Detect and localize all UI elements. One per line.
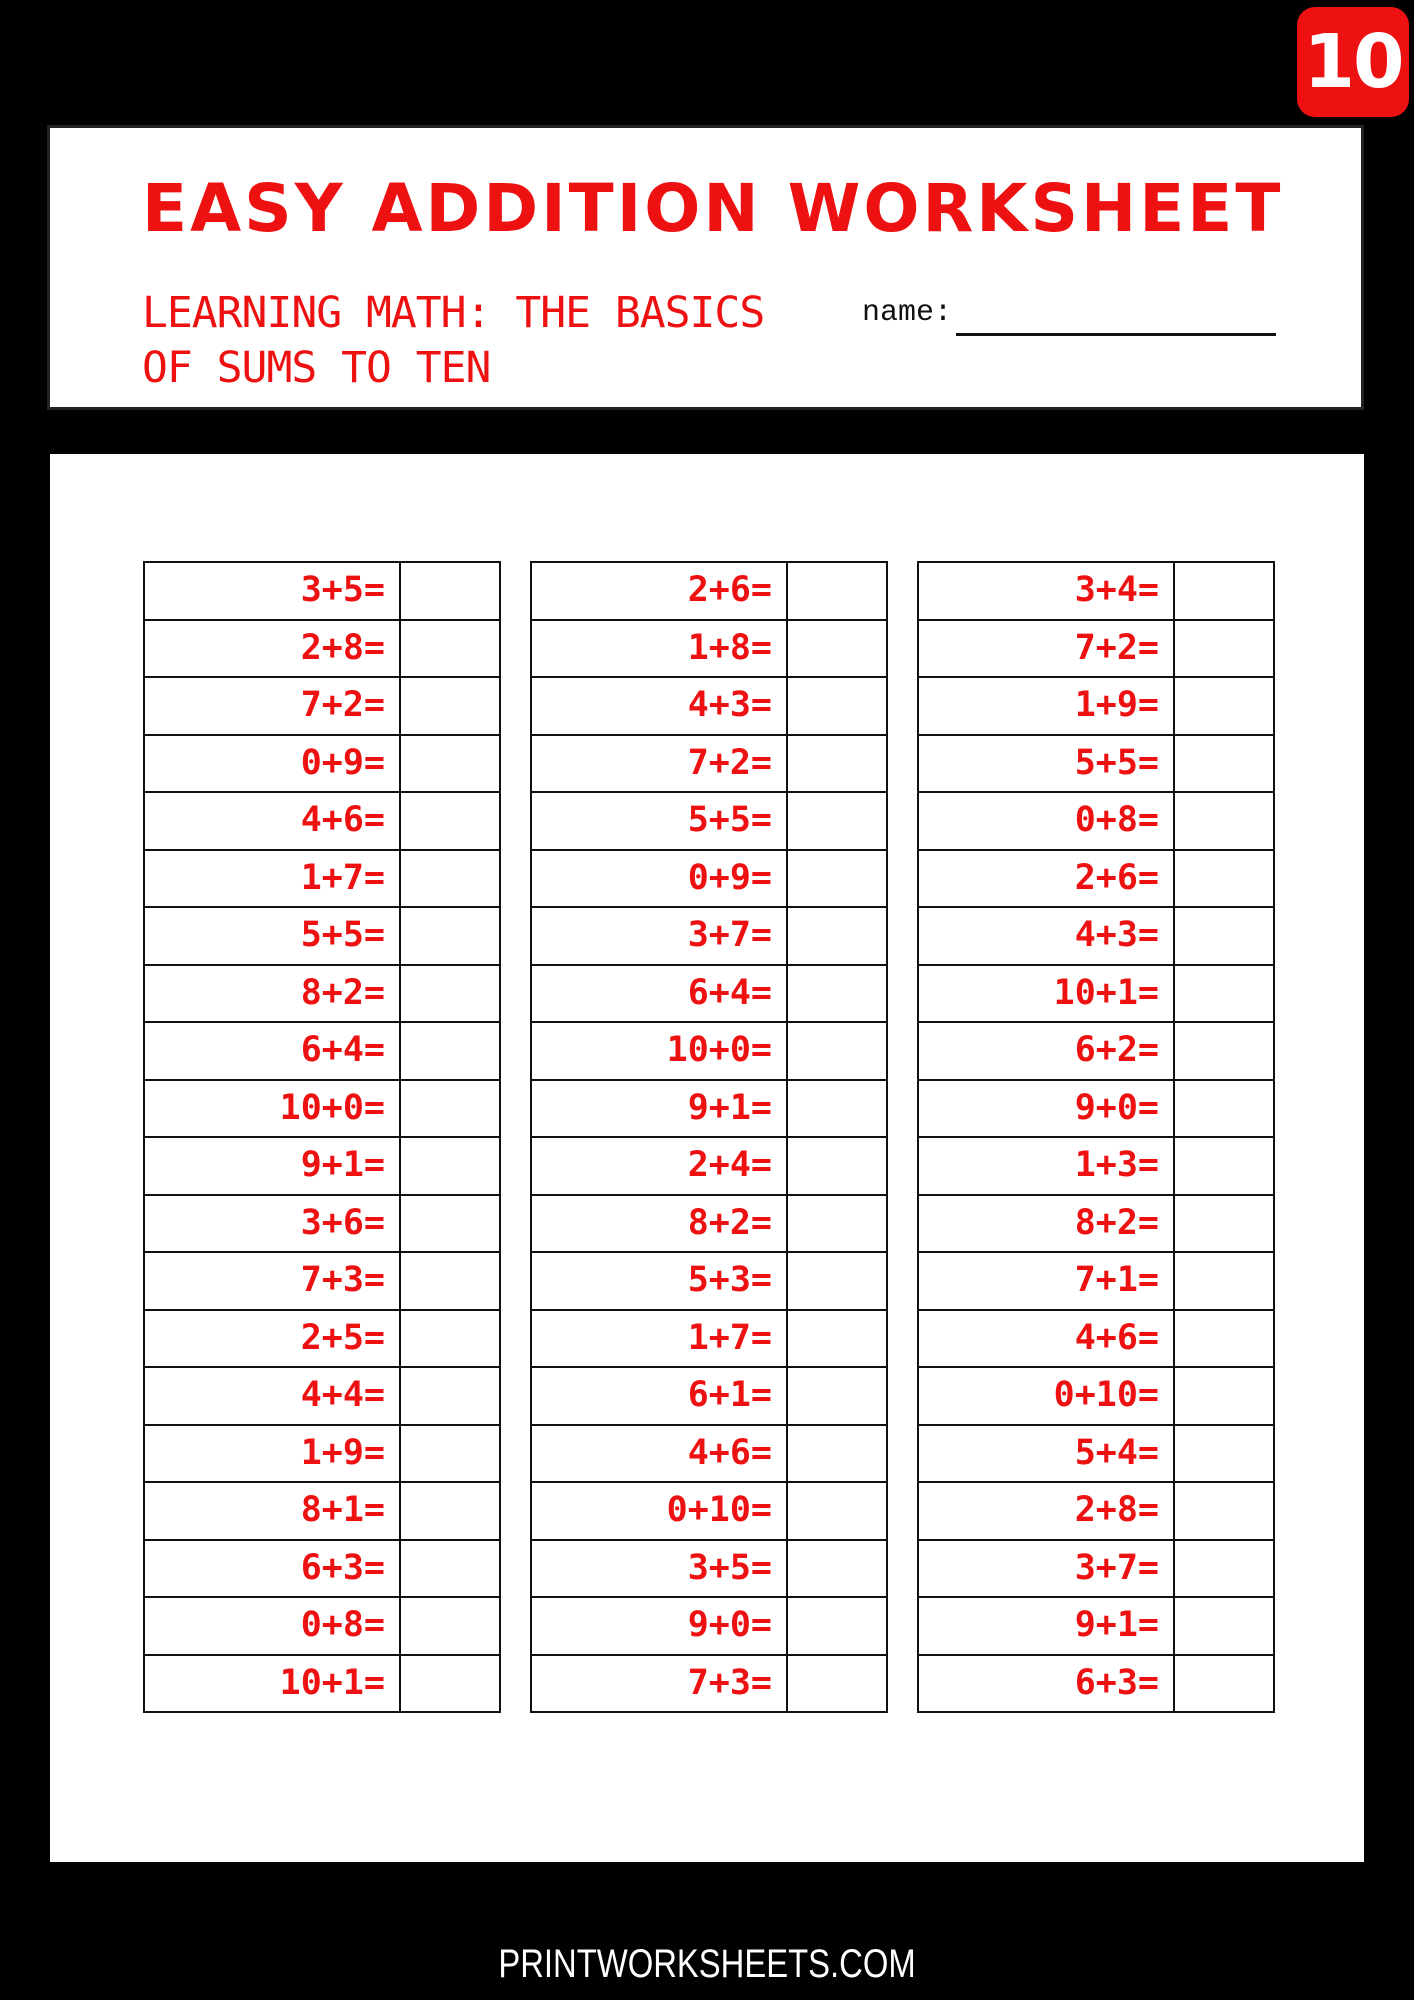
answer-box[interactable]	[1174, 735, 1274, 793]
answer-box[interactable]	[787, 1425, 887, 1483]
problem-expression: 6+3=	[144, 1540, 400, 1598]
answer-box[interactable]	[400, 1022, 500, 1080]
problem-expression: 9+0=	[531, 1597, 787, 1655]
problem-row	[918, 620, 1274, 678]
problem-row	[918, 1137, 1274, 1195]
answer-box[interactable]	[400, 1597, 500, 1655]
problem-row	[918, 1367, 1274, 1425]
problem-row	[918, 1195, 1274, 1253]
problem-row	[144, 1022, 500, 1080]
problem-expression: 5+5=	[531, 792, 787, 850]
problem-row	[144, 735, 500, 793]
answer-box[interactable]	[787, 735, 887, 793]
problem-row	[531, 1022, 887, 1080]
problem-row	[918, 1252, 1274, 1310]
answer-box[interactable]	[787, 792, 887, 850]
problem-row	[531, 1367, 887, 1425]
problem-expression: 0+8=	[144, 1597, 400, 1655]
name-label: name:	[862, 296, 953, 330]
problem-row	[918, 1425, 1274, 1483]
problem-expression: 0+9=	[144, 735, 400, 793]
answer-box[interactable]	[787, 1597, 887, 1655]
problem-row	[144, 1080, 500, 1138]
answer-box[interactable]	[400, 1137, 500, 1195]
subtitle-line-1: LEARNING MATH: THE BASICS	[142, 288, 765, 338]
problem-row	[531, 562, 887, 620]
problem-expression: 0+8=	[918, 792, 1174, 850]
problem-row	[918, 965, 1274, 1023]
answer-box[interactable]	[787, 1367, 887, 1425]
answer-box[interactable]	[400, 1540, 500, 1598]
answer-box[interactable]	[787, 1080, 887, 1138]
problem-column-3	[917, 561, 1275, 1713]
problem-row	[531, 792, 887, 850]
answer-box[interactable]	[1174, 1540, 1274, 1598]
problem-row	[918, 1022, 1274, 1080]
answer-box[interactable]	[1174, 1367, 1274, 1425]
problem-expression: 2+8=	[918, 1482, 1174, 1540]
problem-row	[531, 1310, 887, 1368]
answer-box[interactable]	[400, 1367, 500, 1425]
problem-row	[531, 1252, 887, 1310]
problem-row	[918, 1310, 1274, 1368]
answer-box[interactable]	[400, 792, 500, 850]
problem-column-1	[143, 561, 501, 1713]
problem-expression: 3+6=	[144, 1195, 400, 1253]
problem-expression: 4+6=	[918, 1310, 1174, 1368]
problem-expression: 7+1=	[918, 1252, 1174, 1310]
problem-expression: 0+10=	[531, 1482, 787, 1540]
answer-box[interactable]	[1174, 1597, 1274, 1655]
problem-row	[531, 1195, 887, 1253]
problem-row	[531, 735, 887, 793]
problem-row	[531, 1482, 887, 1540]
answer-box[interactable]	[787, 907, 887, 965]
problem-expression: 6+3=	[918, 1655, 1174, 1713]
page-number-badge: 10	[1297, 7, 1409, 117]
problem-expression: 3+5=	[531, 1540, 787, 1598]
answer-box[interactable]	[400, 1310, 500, 1368]
problem-expression: 4+4=	[144, 1367, 400, 1425]
problem-row	[144, 620, 500, 678]
name-field[interactable]	[862, 298, 1276, 336]
problem-expression: 4+3=	[531, 677, 787, 735]
answer-box[interactable]	[787, 1137, 887, 1195]
problem-row	[918, 1655, 1274, 1713]
problem-expression: 1+7=	[144, 850, 400, 908]
problem-expression: 9+1=	[531, 1080, 787, 1138]
problem-expression: 5+4=	[918, 1425, 1174, 1483]
answer-box[interactable]	[787, 562, 887, 620]
problem-expression: 4+6=	[144, 792, 400, 850]
problem-expression: 5+5=	[918, 735, 1174, 793]
subtitle-line-2: OF SUMS TO TEN	[142, 343, 491, 393]
answer-box[interactable]	[1174, 1655, 1274, 1713]
answer-box[interactable]	[787, 1655, 887, 1713]
problem-row	[531, 1137, 887, 1195]
answer-box[interactable]	[1174, 1482, 1274, 1540]
answer-box[interactable]	[787, 677, 887, 735]
problem-row	[531, 965, 887, 1023]
problem-expression: 8+1=	[144, 1482, 400, 1540]
problem-row	[144, 1252, 500, 1310]
problem-expression: 7+2=	[918, 620, 1174, 678]
problem-expression: 1+7=	[531, 1310, 787, 1368]
problem-expression: 1+9=	[144, 1425, 400, 1483]
name-line[interactable]	[956, 303, 1276, 336]
answer-box[interactable]	[1174, 1195, 1274, 1253]
answer-box[interactable]	[1174, 965, 1274, 1023]
answer-box[interactable]	[1174, 850, 1274, 908]
problem-row	[144, 1310, 500, 1368]
answer-box[interactable]	[1174, 1080, 1274, 1138]
problem-row	[144, 850, 500, 908]
worksheet-title: EASY ADDITION WORKSHEET	[142, 170, 1284, 247]
problem-expression: 9+1=	[918, 1597, 1174, 1655]
answer-box[interactable]	[1174, 1252, 1274, 1310]
answer-box[interactable]	[400, 1655, 500, 1713]
problem-row	[531, 1540, 887, 1598]
answer-box[interactable]	[787, 965, 887, 1023]
answer-box[interactable]	[400, 965, 500, 1023]
answer-box[interactable]	[400, 620, 500, 678]
problem-row	[531, 1080, 887, 1138]
problem-expression: 7+3=	[531, 1655, 787, 1713]
problem-row	[531, 1425, 887, 1483]
problem-row	[918, 850, 1274, 908]
answer-box[interactable]	[1174, 620, 1274, 678]
answer-box[interactable]	[1174, 1310, 1274, 1368]
problem-row	[918, 1540, 1274, 1598]
problem-row	[144, 1597, 500, 1655]
answer-box[interactable]	[400, 1080, 500, 1138]
problem-row	[144, 1655, 500, 1713]
problem-expression: 0+10=	[918, 1367, 1174, 1425]
problem-column-2	[530, 561, 888, 1713]
answer-box[interactable]	[400, 1252, 500, 1310]
problem-expression: 3+7=	[918, 1540, 1174, 1598]
problem-row	[918, 1482, 1274, 1540]
problem-expression: 10+1=	[144, 1655, 400, 1713]
answer-box[interactable]	[400, 907, 500, 965]
answer-box[interactable]	[787, 1022, 887, 1080]
problem-expression: 6+4=	[531, 965, 787, 1023]
problem-expression: 10+0=	[144, 1080, 400, 1138]
problem-expression: 10+1=	[918, 965, 1174, 1023]
problem-expression: 2+8=	[144, 620, 400, 678]
problem-row	[144, 1137, 500, 1195]
problem-expression: 1+9=	[918, 677, 1174, 735]
problem-expression: 1+3=	[918, 1137, 1174, 1195]
problem-row	[531, 1655, 887, 1713]
problem-row	[144, 792, 500, 850]
problem-row	[144, 677, 500, 735]
answer-box[interactable]	[1174, 1022, 1274, 1080]
problem-expression: 7+2=	[531, 735, 787, 793]
problem-expression: 4+6=	[531, 1425, 787, 1483]
answer-box[interactable]	[400, 562, 500, 620]
answer-box[interactable]	[787, 1195, 887, 1253]
problem-row	[531, 907, 887, 965]
answer-box[interactable]	[787, 1310, 887, 1368]
answer-box[interactable]	[400, 735, 500, 793]
answer-box[interactable]	[400, 1482, 500, 1540]
problem-expression: 10+0=	[531, 1022, 787, 1080]
problem-row	[531, 620, 887, 678]
problem-expression: 3+5=	[144, 562, 400, 620]
problem-expression: 7+2=	[144, 677, 400, 735]
problem-row	[918, 907, 1274, 965]
problem-expression: 2+5=	[144, 1310, 400, 1368]
problem-expression: 7+3=	[144, 1252, 400, 1310]
problem-expression: 2+4=	[531, 1137, 787, 1195]
problem-row	[144, 965, 500, 1023]
problem-expression: 9+1=	[144, 1137, 400, 1195]
footer-website: PRINTWORKSHEETS.COM	[498, 1942, 916, 1986]
problem-expression: 5+3=	[531, 1252, 787, 1310]
answer-box[interactable]	[1174, 1425, 1274, 1483]
problem-expression: 4+3=	[918, 907, 1174, 965]
problem-row	[144, 907, 500, 965]
problem-row	[144, 1367, 500, 1425]
problem-row	[918, 677, 1274, 735]
answer-box[interactable]	[400, 850, 500, 908]
problem-row	[918, 562, 1274, 620]
problem-expression: 5+5=	[144, 907, 400, 965]
problem-expression: 2+6=	[918, 850, 1174, 908]
problem-expression: 2+6=	[531, 562, 787, 620]
problem-expression: 9+0=	[918, 1080, 1174, 1138]
problem-expression: 8+2=	[918, 1195, 1174, 1253]
problem-row	[531, 1597, 887, 1655]
answer-box[interactable]	[787, 850, 887, 908]
answer-box[interactable]	[1174, 1137, 1274, 1195]
problem-expression: 6+4=	[144, 1022, 400, 1080]
answer-box[interactable]	[1174, 792, 1274, 850]
problem-row	[531, 850, 887, 908]
answer-box[interactable]	[1174, 677, 1274, 735]
answer-box[interactable]	[400, 1425, 500, 1483]
answer-box[interactable]	[787, 1540, 887, 1598]
problem-expression: 6+2=	[918, 1022, 1174, 1080]
problem-expression: 3+4=	[918, 562, 1174, 620]
problem-expression: 3+7=	[531, 907, 787, 965]
answer-box[interactable]	[787, 1252, 887, 1310]
problem-row	[918, 1597, 1274, 1655]
problem-expression: 8+2=	[144, 965, 400, 1023]
answer-box[interactable]	[400, 1195, 500, 1253]
problem-expression: 6+1=	[531, 1367, 787, 1425]
answer-box[interactable]	[400, 677, 500, 735]
worksheet-header	[47, 125, 1364, 410]
problem-row	[918, 735, 1274, 793]
problem-row	[144, 1540, 500, 1598]
answer-box[interactable]	[1174, 562, 1274, 620]
answer-box[interactable]	[1174, 907, 1274, 965]
problem-row	[531, 677, 887, 735]
problem-row	[144, 1195, 500, 1253]
problem-row	[144, 1482, 500, 1540]
problem-row	[918, 1080, 1274, 1138]
answer-box[interactable]	[787, 1482, 887, 1540]
worksheet-subtitle	[142, 286, 832, 396]
problem-row	[144, 562, 500, 620]
problem-row	[918, 792, 1274, 850]
problem-expression: 0+9=	[531, 850, 787, 908]
problem-expression: 8+2=	[531, 1195, 787, 1253]
problem-expression: 1+8=	[531, 620, 787, 678]
answer-box[interactable]	[787, 620, 887, 678]
problem-row	[144, 1425, 500, 1483]
problems-card	[50, 454, 1364, 1862]
